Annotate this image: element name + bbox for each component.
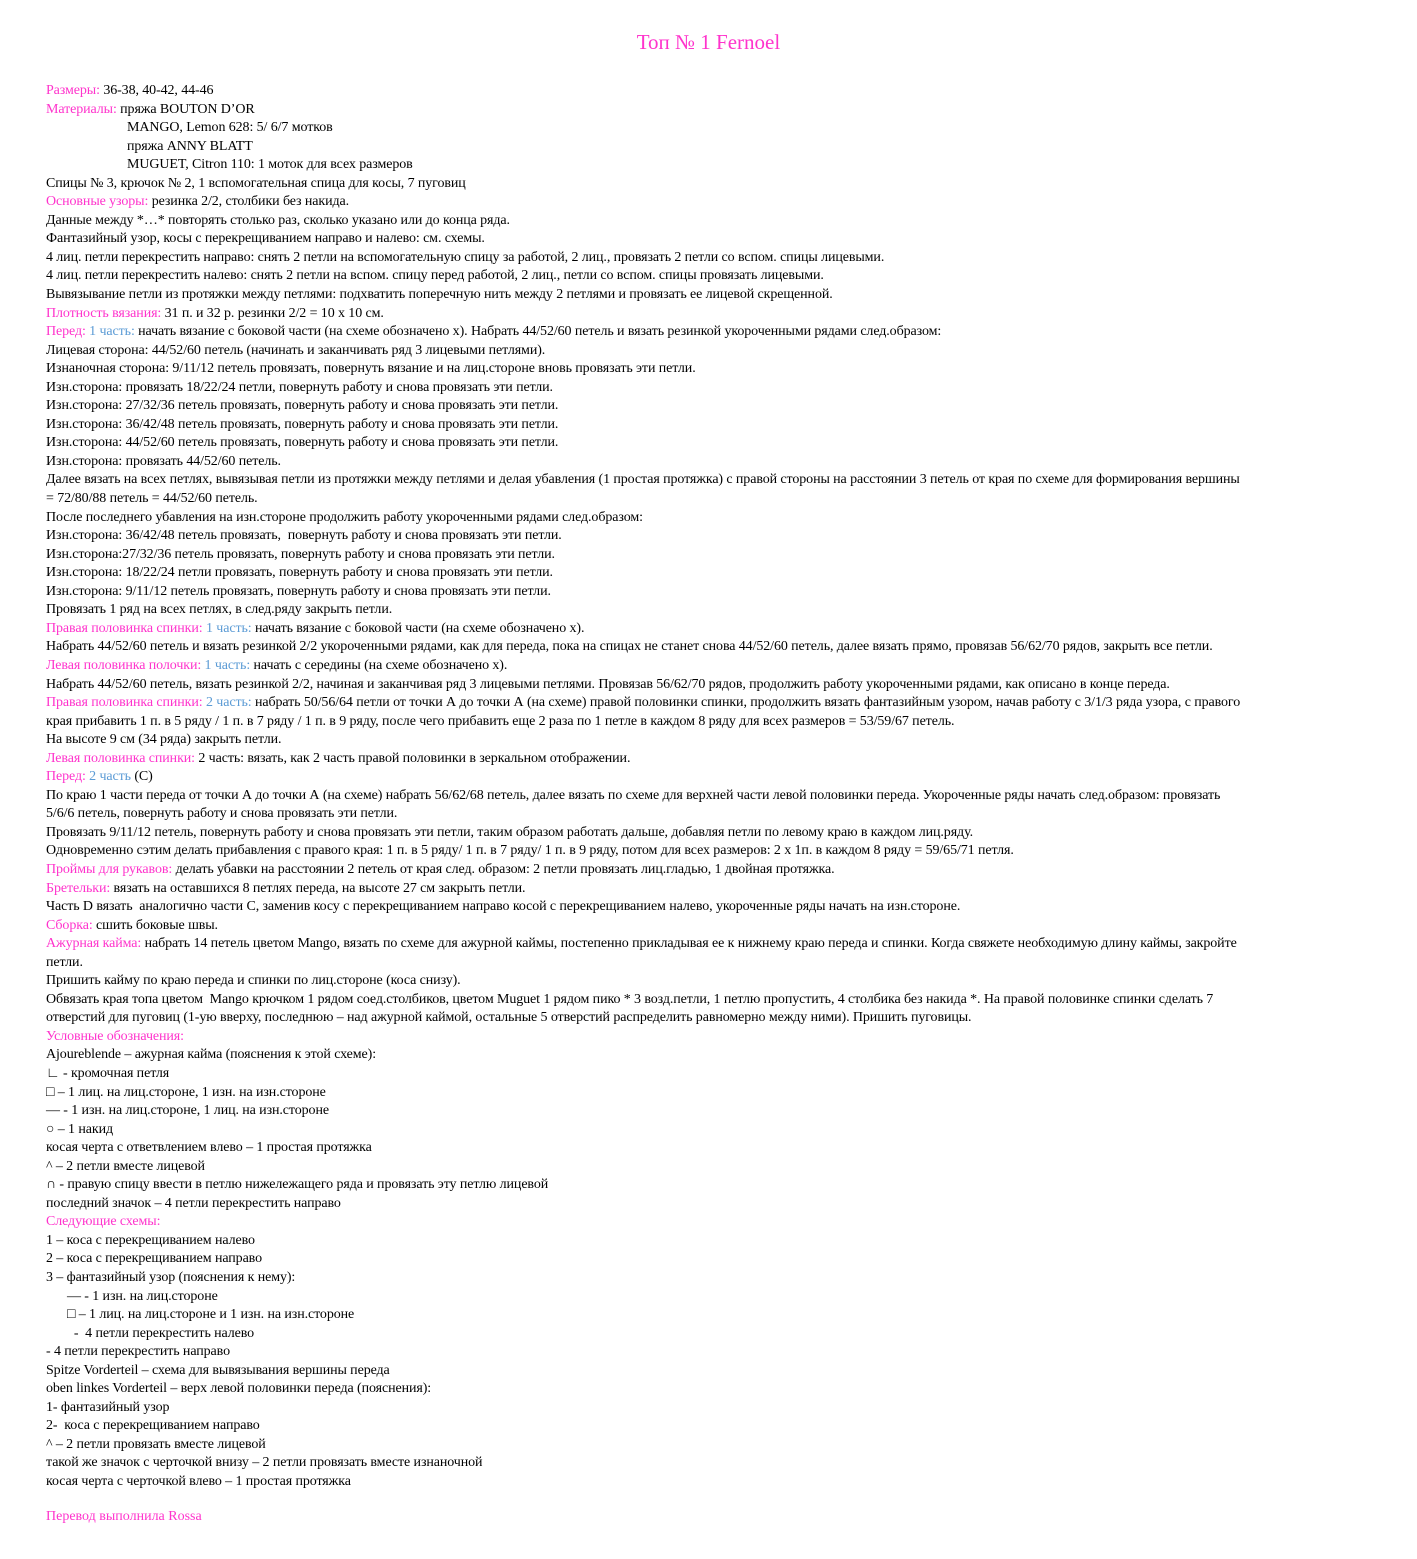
- part-label: 2 часть:: [205, 695, 255, 711]
- part-label: 1 часть:: [205, 620, 255, 636]
- text-line: [46, 1009, 1386, 1028]
- text-segment: — - 1 изн. на лиц.стороне, 1 лиц. на изн.стороне: [46, 1103, 329, 1119]
- text-segment: 2 – коса с перекрещиванием направо: [46, 1251, 262, 1267]
- text-segment: MUGUET, Citron 110: 1 моток для всех размеров: [127, 157, 413, 173]
- text-line: [46, 416, 1386, 435]
- text-segment: сшить боковые швы.: [96, 917, 218, 933]
- text-line: [46, 787, 1386, 806]
- text-line: [46, 620, 1386, 639]
- text-line: [46, 731, 1386, 750]
- text-line: [46, 1325, 1386, 1344]
- text-segment: края прибавить 1 п. в 5 ряду / 1 п. в 7 ряду / 1 п. в 9 ряду, после чего прибавить еще 2 раза по 1 петле в каждом 8 ряду для всех размеров = 53/59/67 петель.: [46, 713, 955, 729]
- text-line: [46, 1269, 1386, 1288]
- text-line: [46, 323, 1386, 342]
- text-segment: 4 лиц. петли перекрестить налево: снять 2 петли на вспом. спицу перед работой, 2 лиц., петли со вспом. спицы провязать лицевыми.: [46, 268, 824, 284]
- text-line: [46, 1473, 1386, 1492]
- section-label: Ажурная кайма:: [46, 936, 145, 952]
- part-label: 2 часть: [89, 769, 135, 785]
- text-segment: Изн.сторона: провязать 18/22/24 петли, повернуть работу и снова провязать эти петли.: [46, 379, 553, 395]
- text-line: [46, 434, 1386, 453]
- part-label: 1 часть:: [204, 657, 254, 673]
- text-line: [46, 1232, 1386, 1251]
- text-segment: Изн.сторона: 44/52/60 петель провязать, повернуть работу и снова провязать эти петли.: [46, 435, 559, 451]
- text-segment: ∟ - кромочная петля: [46, 1065, 170, 1081]
- section-label: Правая половинка спинки:: [46, 695, 206, 711]
- text-segment: - 4 петли перекрестить направо: [46, 1344, 230, 1360]
- text-line: [46, 342, 1386, 361]
- text-line: [46, 267, 1386, 286]
- text-line: [46, 601, 1386, 620]
- text-line: [46, 1250, 1386, 1269]
- text-segment: Изн.сторона: 27/32/36 петель провязать, повернуть работу и снова провязать эти петли.: [46, 398, 559, 414]
- text-line: [46, 917, 1386, 936]
- text-line: [46, 954, 1386, 973]
- text-segment: Изнаночная сторона: 9/11/12 петель провязать, повернуть вязание и на лиц.стороне вновь провязать эти петли.: [46, 361, 696, 377]
- text-line: [46, 360, 1386, 379]
- text-segment: 1 – коса с перекрещиванием налево: [46, 1232, 255, 1248]
- text-segment: ^ – 2 петли провязать вместе лицевой: [46, 1436, 266, 1452]
- text-segment: Изн.сторона: 18/22/24 петли провязать, повернуть работу и снова провязать эти петли.: [46, 565, 553, 581]
- text-line: [46, 471, 1386, 490]
- text-line: [46, 379, 1386, 398]
- text-segment: После последнего убавления на изн.стороне продолжить работу укороченными рядами след.образом:: [46, 509, 643, 525]
- text-line: [46, 991, 1386, 1010]
- text-line: [46, 972, 1386, 991]
- section-label: Плотность вязания:: [46, 305, 165, 321]
- text-line: [46, 1028, 1386, 1047]
- text-segment: ^ – 2 петли вместе лицевой: [46, 1158, 205, 1174]
- section-label: Условные обозначения:: [46, 1028, 184, 1044]
- text-segment: По краю 1 части переда от точки А до точки А (на схеме) набрать 56/62/68 петель, далее вязать по схеме для верхней части левой половинки переда. Укороченные ряды начать след.образом: провязать: [46, 787, 1221, 803]
- section-label: Материалы:: [46, 101, 121, 117]
- text-line: [46, 1288, 1386, 1307]
- text-segment: резинка 2/2, столбики без накида.: [151, 194, 350, 210]
- text-segment: На высоте 9 см (34 ряда) закрыть петли.: [46, 732, 282, 748]
- part-label: 1 часть:: [89, 324, 139, 340]
- text-line: [46, 138, 1386, 157]
- text-line: [46, 1102, 1386, 1121]
- text-line: [46, 676, 1386, 695]
- text-line: [46, 1195, 1386, 1214]
- document-body: [46, 82, 1386, 1492]
- section-label: Правая половинка спинки:: [46, 620, 206, 636]
- text-line: [46, 898, 1386, 917]
- text-segment: ○ – 1 накид: [46, 1121, 113, 1137]
- text-segment: вязать на оставшихся 8 петлях переда, на высоте 27 см закрыть петли.: [113, 880, 526, 896]
- text-line: [46, 1176, 1386, 1195]
- text-segment: пряжа ANNY BLATT: [127, 138, 253, 154]
- text-line: [46, 638, 1386, 657]
- text-segment: такой же значок с черточкой внизу – 2 петли провязать вместе изнаночной: [46, 1455, 483, 1471]
- text-segment: 5/6/6 петель, повернуть работу и снова провязать эти петли.: [46, 806, 398, 822]
- text-line: [46, 490, 1386, 509]
- text-segment: = 72/80/88 петель = 44/52/60 петель.: [46, 491, 258, 507]
- text-segment: Spitze Vorderteil – схема для вывязывания вершины переда: [46, 1362, 390, 1378]
- text-segment: начать вязание с боковой части (на схеме обозначено х).: [254, 620, 585, 636]
- text-segment: ∩ - правую спицу ввести в петлю нижележащего ряда и провязать эту петлю лицевой: [46, 1177, 549, 1193]
- text-segment: Вывязывание петли из протяжки между петлями: подхватить поперечную нить между 2 петлями и провязать ее лицевой скрещенной.: [46, 287, 833, 303]
- text-segment: Данные между *…* повторять столько раз, сколько указано или до конца ряда.: [46, 212, 510, 228]
- section-label: Сборка:: [46, 917, 97, 933]
- section-label: Основные узоры:: [46, 194, 152, 210]
- text-segment: Изн.сторона: провязать 44/52/60 петель.: [46, 453, 281, 469]
- text-segment: делать убавки на расстоянии 2 петель от края след. образом: 2 петли провязать лиц.гладью, 1 двойная протяжка.: [175, 861, 835, 877]
- section-label: Перед:: [46, 769, 90, 785]
- text-segment: Спицы № 3, крючок № 2, 1 вспомогательная спица для косы, 7 пуговиц: [46, 175, 466, 191]
- text-segment: Изн.сторона: 36/42/48 петель провязать, повернуть работу и снова провязать эти петли.: [46, 416, 559, 432]
- text-line: [46, 805, 1386, 824]
- text-line: [46, 193, 1386, 212]
- section-label: Бретельки:: [46, 880, 114, 896]
- text-line: [46, 230, 1386, 249]
- text-line: [46, 583, 1386, 602]
- text-line: [46, 286, 1386, 305]
- text-segment: Набрать 44/52/60 петель и вязать резинкой 2/2 укороченными рядами, как для переда, пока на спицах не станет снова 44/52/60 петель, далее вязать прямо, провязав 56/62/70 рядов, закрыть все петли.: [46, 639, 1213, 655]
- text-line: [46, 1436, 1386, 1455]
- translator-credit: Перевод выполнила Rossa: [46, 1509, 202, 1524]
- text-segment: Одновременно сэтим делать прибавления с правого края: 1 п. в 5 ряду/ 1 п. в 7 ряду/ 1 п. в 9 ряду, потом для всех размеров: 2 х 1п. в каждом 8 ряду = 59/65/71 петля.: [46, 843, 1014, 859]
- text-line: [46, 1046, 1386, 1065]
- text-line: [46, 1065, 1386, 1084]
- text-segment: 36-38, 40-42, 44-46: [103, 83, 214, 98]
- text-line: [46, 1362, 1386, 1381]
- text-segment: набрать 14 петель цветом Mango, вязать по схеме для ажурной каймы, постепенно прикладывая ее к нижнему краю переда и спинки. Когда свяжете необходимую длину каймы, закройте: [144, 936, 1237, 952]
- text-line: [46, 935, 1386, 954]
- text-line: [46, 1139, 1386, 1158]
- text-line: [46, 397, 1386, 416]
- section-label: Левая половинка полочки:: [46, 657, 205, 673]
- text-line: [46, 880, 1386, 899]
- text-segment: 2- коса с перекрещиванием направо: [46, 1418, 260, 1434]
- text-segment: Фантазийный узор, косы с перекрещиванием направо и налево: см. схемы.: [46, 231, 485, 247]
- text-segment: Изн.сторона: 9/11/12 петель провязать, повернуть работу и снова провязать эти петли.: [46, 583, 551, 599]
- text-line: [46, 842, 1386, 861]
- text-line: [46, 509, 1386, 528]
- text-line: [46, 824, 1386, 843]
- text-line: [46, 657, 1386, 676]
- text-segment: начать с середины (на схеме обозначено х).: [253, 657, 508, 673]
- text-line: [46, 305, 1386, 324]
- section-label: Перед:: [46, 324, 90, 340]
- text-segment: Провязать 9/11/12 петель, повернуть работу и снова провязать эти петли, таким образом работать дальше, добавляя петли по левому краю в каждом лиц.ряду.: [46, 824, 973, 840]
- text-segment: Обвязать края топа цветом Mango крючком 1 рядом соед.столбиков, цветом Muguet 1 рядом пико * 3 возд.петли, 1 петлю пропустить, 4 столбика без накида *. На правой половинке спинки сделать 7: [46, 991, 1214, 1007]
- text-line: [46, 1454, 1386, 1473]
- text-line: [46, 1213, 1386, 1232]
- section-label: Левая половинка спинки:: [46, 750, 199, 766]
- text-line: [46, 101, 1386, 120]
- text-line: [46, 1380, 1386, 1399]
- text-segment: □ – 1 лиц. на лиц.стороне и 1 изн. на изн.стороне: [67, 1307, 355, 1323]
- text-segment: Изн.сторона:27/32/36 петель провязать, повернуть работу и снова провязать эти петли.: [46, 546, 555, 562]
- text-segment: набрать 50/56/64 петли от точки А до точки А (на схеме) правой половинки спинки, продолжить вязать фантазийным узором, начав работу с 3/1/3 ряда узора, с правого: [254, 695, 1241, 711]
- section-label: Размеры:: [46, 83, 104, 98]
- text-line: [46, 1121, 1386, 1140]
- text-segment: косая черта с ответвлением влево – 1 простая протяжка: [46, 1140, 372, 1156]
- text-segment: □ – 1 лиц. на лиц.стороне, 1 изн. на изн.стороне: [46, 1084, 326, 1100]
- text-segment: Провязать 1 ряд на всех петлях, в след.ряду закрыть петли.: [46, 602, 393, 618]
- text-segment: 2 часть: вязать, как 2 часть правой половинки в зеркальном отображении.: [198, 750, 631, 766]
- text-line: [46, 212, 1386, 231]
- text-segment: oben linkes Vorderteil – верх левой половинки переда (пояснения):: [46, 1381, 432, 1397]
- text-segment: Пришить кайму по краю переда и спинки по лиц.стороне (коса снизу).: [46, 973, 461, 989]
- text-line: [46, 453, 1386, 472]
- section-label: Следующие схемы:: [46, 1214, 161, 1230]
- text-segment: последний значок – 4 петли перекрестить направо: [46, 1195, 341, 1211]
- text-segment: 1- фантазийный узор: [46, 1399, 170, 1415]
- text-line: [46, 1158, 1386, 1177]
- text-segment: пряжа BOUTON D’OR: [120, 101, 255, 117]
- text-segment: Далее вязать на всех петлях, вывязывая петли из протяжки между петлями и делая убавления (1 простая протяжка) с правой стороны на расстоянии 3 петель от края по схеме для формирования вершины: [46, 472, 1240, 488]
- text-line: [46, 694, 1386, 713]
- text-segment: MANGO, Lemon 628: 5/ 6/7 мотков: [127, 120, 333, 136]
- text-segment: Набрать 44/52/60 петель, вязать резинкой 2/2, начиная и заканчивая ряд 3 лицевыми петлями. Провязав 56/62/70 рядов, продолжить работу укороченными рядами, как описано в конце переда.: [46, 676, 1170, 692]
- text-line: [46, 119, 1386, 138]
- page-title: Топ № 1 Fernoel: [636, 30, 781, 54]
- text-line: [46, 1306, 1386, 1325]
- text-segment: — - 1 изн. на лиц.стороне: [67, 1288, 218, 1304]
- text-line: [46, 175, 1386, 194]
- text-line: [46, 527, 1386, 546]
- text-line: [46, 1399, 1386, 1418]
- text-segment: начать вязание с боковой части (на схеме обозначено х). Набрать 44/52/60 петель и вязать резинкой укороченными рядами след.образом:: [138, 324, 942, 340]
- text-segment: Изн.сторона: 36/42/48 петель провязать, повернуть работу и снова провязать эти петли.: [46, 528, 562, 544]
- text-segment: Лицевая сторона: 44/52/60 петель (начинать и заканчивать ряд 3 лицевыми петлями).: [46, 342, 546, 358]
- section-label: Проймы для рукавов:: [46, 861, 176, 877]
- text-line: [46, 82, 1386, 101]
- text-line: [46, 564, 1386, 583]
- text-line: [46, 750, 1386, 769]
- text-line: [46, 1084, 1386, 1103]
- text-segment: отверстий для пуговиц (1-ую вверху, последнюю – над ажурной каймой, остальные 5 отверстий распределить равномерно между ними). Пришить пуговицы.: [46, 1010, 972, 1026]
- text-segment: 4 лиц. петли перекрестить направо: снять 2 петли на вспомогательную спицу за работой, 2 лиц., провязать 2 петли со вспом. спицы лицевыми.: [46, 249, 885, 265]
- text-segment: косая черта с черточкой влево – 1 простая протяжка: [46, 1474, 351, 1490]
- text-line: [46, 861, 1386, 880]
- text-line: [46, 546, 1386, 565]
- text-line: [46, 768, 1386, 787]
- text-line: [46, 1343, 1386, 1362]
- text-segment: петли.: [46, 954, 83, 970]
- text-line: [46, 249, 1386, 268]
- text-segment: - 4 петли перекрестить налево: [67, 1325, 255, 1341]
- text-segment: Ajoureblende – ажурная кайма (пояснения к этой схеме):: [46, 1047, 377, 1063]
- text-segment: Часть D вязать аналогично части С, заменив косу с перекрещиванием направо косой с перекрещиванием налево, укороченные ряды начать на изн.стороне.: [46, 899, 961, 915]
- text-line: [46, 1417, 1386, 1436]
- text-line: [46, 713, 1386, 732]
- text-line: [46, 156, 1386, 175]
- text-segment: (С): [134, 769, 153, 785]
- text-segment: 31 п. и 32 р. резинки 2/2 = 10 х 10 см.: [164, 305, 384, 321]
- text-segment: 3 – фантазийный узор (пояснения к нему):: [46, 1270, 296, 1285]
